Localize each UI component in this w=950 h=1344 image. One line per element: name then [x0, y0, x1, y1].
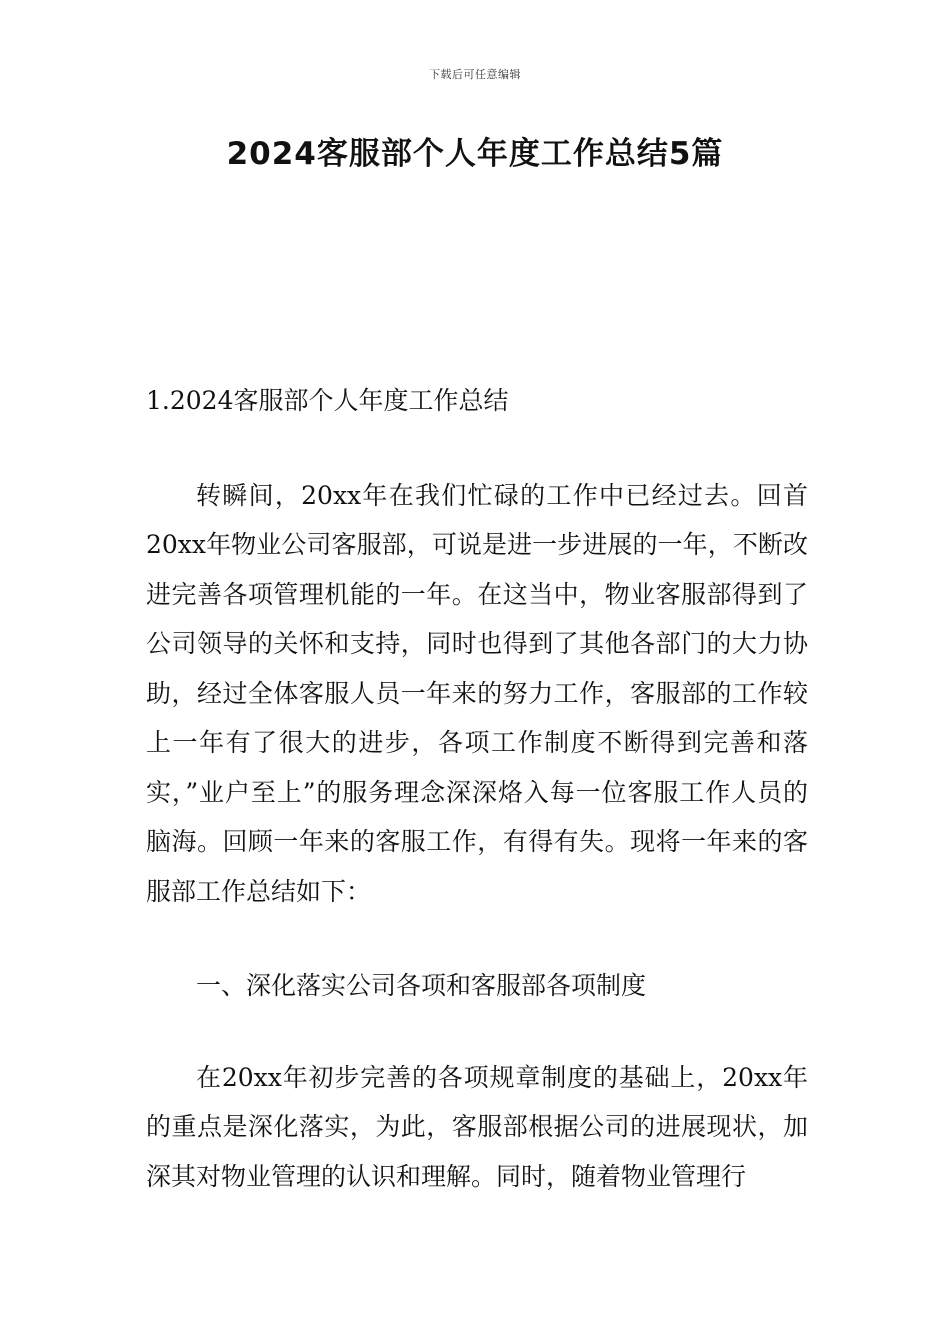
header-note: 下载后可任意编辑	[429, 68, 521, 81]
subsection-heading: 一、深化落实公司各项和客服部各项制度	[196, 971, 647, 1000]
spacer	[146, 426, 808, 471]
paragraph-intro: 转瞬间，20xx年在我们忙碌的工作中已经过去。回首20xx年物业公司客服部，可说是进一步进展的一年，不断改进完善各项管理机能的一年。在这当中，物业客服部得到了公司领导的关怀和支持，同时也得到了其他各部门的大力协助，经过全体客服人员一年来的努力工作，客服部的工作较上一年有了很大的进步，各项工作制度不断得到完善和落实，”业户至上”的服务理念深深烙入每一位客服工作人员的脑海。回顾一年来的客服工作，有得有失。现将一年来的客服部工作总结如下：	[146, 480, 808, 906]
paragraph-body: 在20xx年初步完善的各项规章制度的基础上，20xx年的重点是深化落实，为此，客服部根据公司的进展现状，加深其对物业管理的认识和理解。同时，随着物业管理行	[146, 1062, 808, 1191]
spacer	[146, 1011, 808, 1053]
document-title: 2024客服部个人年度工作总结5篇	[226, 136, 724, 172]
document-body	[146, 376, 808, 1201]
section-heading: 1.2024客服部个人年度工作总结	[146, 386, 509, 415]
spacer	[146, 916, 808, 961]
